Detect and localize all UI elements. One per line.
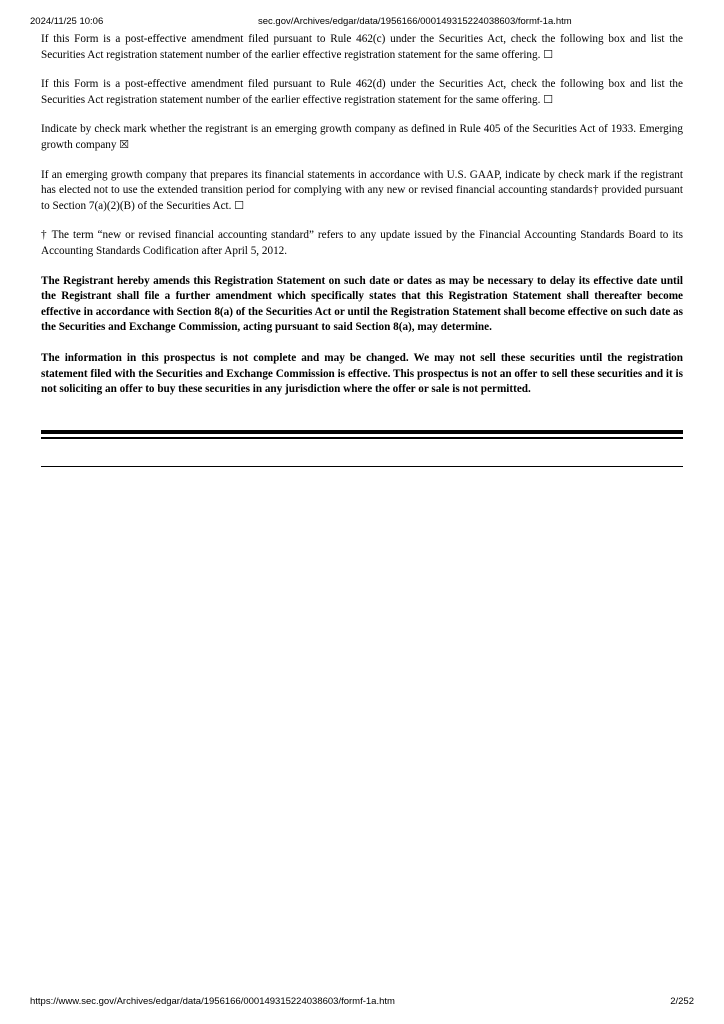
print-datetime: 2024/11/25 10:06 [30,16,104,27]
page-number: 2/252 [670,996,694,1007]
rule-462d-paragraph: If this Form is a post-effective amendment filed pursuant to Rule 462(d) under the Securities Act, check the following box and list the Securities Act registration statement number of the earlier effective registration statement for the same offering. ☐ [41,78,683,106]
thick-divider [41,430,683,434]
delaying-amendment-paragraph: The Registrant hereby amends this Registration Statement on such date or dates as may be necessary to delay its effective date until the Registrant shall file a further amendment which specifically states that this Registration Statement shall thereafter become effective in accordance with Section 8(a) of the Securities Act or until the Registration Statement shall become effective on such date as the Securities and Exchange Commission, acting pursuant to said Section 8(a), may determine. [41,274,683,334]
print-footer-url: https://www.sec.gov/Archives/edgar/data/1956166/000149315224038603/formf-1a.htm [30,996,395,1007]
document-body [41,32,683,398]
dagger-footnote-paragraph: † The term “new or revised financial accounting standard” refers to any update issued by the Financial Accounting Standards Board to its Accounting Standards Codification after April 5, 2012. [41,229,683,257]
section-divider [41,466,683,467]
prospectus-legend-paragraph: The information in this prospectus is not complete and may be changed. We may not sell these securities until the registration statement filed with the Securities and Exchange Commission is effective. This prospectus is not an offer to sell these securities and it is not soliciting an offer to buy these securities in any jurisdiction where the offer or sale is not permitted. [41,351,683,396]
print-header-url: sec.gov/Archives/edgar/data/1956166/000149315224038603/formf-1a.htm [258,16,572,27]
print-header [0,16,724,30]
emerging-growth-paragraph: Indicate by check mark whether the registrant is an emerging growth company as defined in Rule 405 of the Securities Act of 1933. Emerging growth company ☒ [41,123,683,151]
gaap-transition-paragraph: If an emerging growth company that prepares its financial statements in accordance with U.S. GAAP, indicate by check mark if the registrant has elected not to use the extended transition period for complying with any new or revised financial accounting standards† provided pursuant to Section 7(a)(2)(B) of the Securities Act. ☐ [41,168,683,212]
rule-462c-paragraph: If this Form is a post-effective amendment filed pursuant to Rule 462(c) under the Securities Act, check the following box and list the Securities Act registration statement number of the earlier effective registration statement for the same offering. ☐ [41,33,683,61]
print-footer [0,996,724,1010]
thin-divider [41,437,683,439]
